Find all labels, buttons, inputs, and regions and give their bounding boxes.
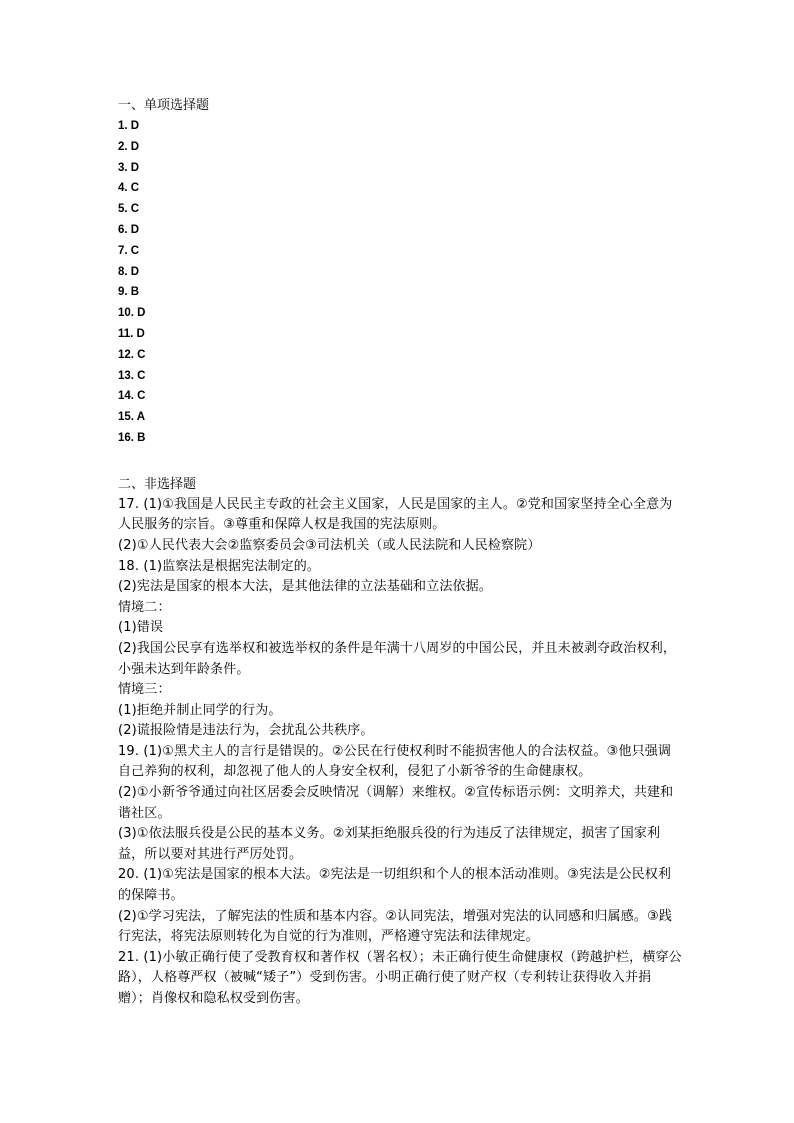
answer-item: 10. D xyxy=(118,307,146,320)
answer-item: 13. C xyxy=(118,369,146,382)
answer-item: 5. C xyxy=(118,203,140,216)
answer-paragraph-q17-2: (2)①人民代表大会②监察委员会③司法机关（或人民法院和人民检察院） xyxy=(118,537,541,553)
answer-paragraph-q17-1: 17. (1)①我国是人民民主专政的社会主义国家，人民是国家的主人。②党和国家坚持全心全意为人民服务的宗旨。③尊重和保障人权是我国的宪法原则。 xyxy=(118,496,673,533)
answer-item: 7. C xyxy=(118,244,140,257)
answer-document xyxy=(118,96,683,1010)
answer-paragraph-q20-2: (2)①学习宪法，了解宪法的性质和基本内容。②认同宪法，增强对宪法的认同感和归属感。③践行宪法，将宪法原则转化为自觉的行为准则，严格遵守宪法和法律规定。 xyxy=(118,908,672,945)
answer-paragraph-q19-3: (3)①依法服兵役是公民的基本义务。②刘某拒绝服兵役的行为违反了法律规定，损害了国家利益，所以要对其进行严厉处罚。 xyxy=(118,826,661,862)
answer-item: 3. D xyxy=(118,161,140,174)
answer-paragraph: (2)我国公民享有选举权和被选举权的条件是年满十八周岁的中国公民，并且未被剥夺政治权利，小强未达到年龄条件。 xyxy=(118,640,677,677)
answer-paragraph-q19-2: (2)①小新爷爷通过向社区居委会反映情况（调解）来维权。②宣传标语示例：文明养犬，共建和谐社区。 xyxy=(118,785,674,821)
scenario-two-heading: 情境二： xyxy=(118,599,171,615)
answer-paragraph: (1)错误 xyxy=(118,620,164,636)
section2-title: 二、非选择题 xyxy=(118,476,197,492)
answer-item: 9. B xyxy=(118,286,140,299)
answer-item: 8. D xyxy=(118,265,140,278)
scenario-three-heading: 情境三： xyxy=(118,682,171,698)
section-spacer xyxy=(118,449,683,475)
answer-item: 6. D xyxy=(118,223,140,236)
answer-item: 15. A xyxy=(118,411,146,424)
answer-item: 16. B xyxy=(118,431,146,444)
answer-item: 1. D xyxy=(118,120,140,132)
answer-item: 11. D xyxy=(118,327,145,340)
answer-paragraph-q20-1: 20. (1)①宪法是国家的根本大法。②宪法是一切组织和个人的根本活动准则。③宪法是公民权利的保障书。 xyxy=(118,867,672,904)
section1-title: 一、单项选择题 xyxy=(118,98,210,113)
answer-paragraph-q18-1: 18. (1)监察法是根据宪法制定的。 xyxy=(118,558,321,574)
answer-paragraph: (1)拒绝并制止同学的行为。 xyxy=(118,702,282,718)
answer-item: 14. C xyxy=(118,390,146,403)
answer-item: 12. C xyxy=(118,348,146,361)
answer-item: 2. D xyxy=(118,140,140,153)
answer-paragraph-q19-1: 19. (1)①黑犬主人的言行是错误的。②公民在行使权利时不能损害他人的合法权益。③他只强调自己养狗的权利，却忽视了他人的人身安全权利，侵犯了小新爷爷的生命健康权。 xyxy=(118,743,672,780)
multiple-choice-answers xyxy=(118,116,683,449)
answer-item: 4. C xyxy=(118,182,140,195)
answer-paragraph: (2)谎报险情是违法行为，会扰乱公共秩序。 xyxy=(118,723,374,739)
open-answers xyxy=(118,495,683,1010)
answer-paragraph-q18-2: (2)宪法是国家的根本大法，是其他法律的立法基础和立法依据。 xyxy=(118,579,492,595)
answer-paragraph-q21-1: 21. (1)小敏正确行使了受教育权和著作权（署名权）；未正确行使生命健康权（跨越护栏，横穿公路），人格尊严权（被喊“矮子”）受到伤害。小明正确行使了财产权（专利转让获得收入并捐赠）；肖像权和隐私权受到伤害。 xyxy=(118,949,682,1006)
